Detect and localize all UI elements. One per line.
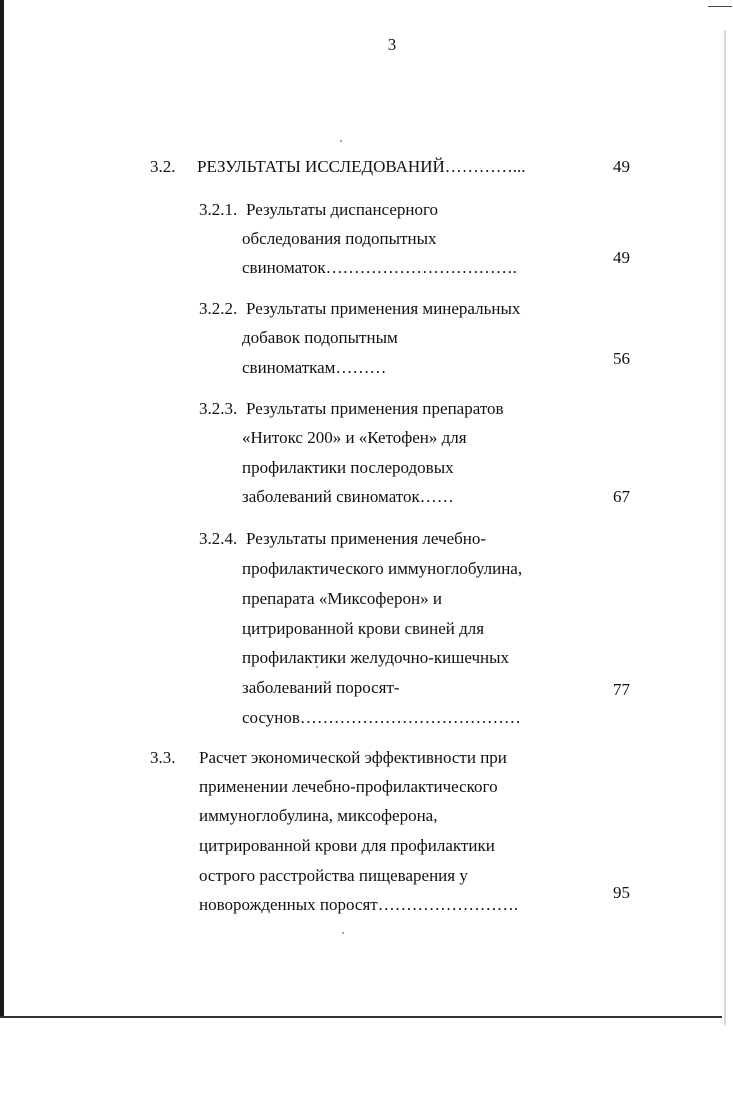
toc-entry-title-line: Результаты применения минеральных xyxy=(246,299,521,318)
toc-entry-title-line: добавок подопытным xyxy=(242,328,398,347)
toc-entry-title-line: Результаты применения лечебно- xyxy=(246,529,487,548)
toc-entry-title-line: Результаты диспансерного xyxy=(246,200,439,219)
toc-entry-number: 3.2.4. xyxy=(199,529,238,548)
toc-entry-title-line: цитрированной крови свиней для xyxy=(242,619,485,638)
toc-entry-number: 3.2.3. xyxy=(199,399,238,418)
toc-entry-title-line: «Нитокс 200» и «Кетофен» для xyxy=(242,428,467,447)
toc-entry-title-line: Расчет экономической эффективности при xyxy=(199,748,507,767)
toc-entry-title-line: цитрированной крови для профилактики xyxy=(199,836,495,855)
scan-speck xyxy=(340,140,342,142)
toc-entry-title-line: иммуноглобулина, миксоферона, xyxy=(199,806,438,825)
toc-entry-title-line: профилактики желудочно-кишечных xyxy=(242,648,510,667)
scan-speck xyxy=(342,932,344,934)
toc-entry-title-line: новорожденных поросят……………………. xyxy=(199,895,518,914)
scan-left-border xyxy=(0,0,4,1018)
toc-entry-title: РЕЗУЛЬТАТЫ ИССЛЕДОВАНИЙ…………... xyxy=(197,157,526,176)
toc-entry-page: 77 xyxy=(613,680,630,699)
toc-entry-title-line: заболеваний поросят- xyxy=(242,678,400,697)
toc-entry-title-line: свиноматок……………………………. xyxy=(242,258,517,277)
toc-entry-title-line: профилактики послеродовых xyxy=(242,458,454,477)
toc-entry-title-line: обследования подопытных xyxy=(242,229,437,248)
toc-entry-title-line: препарата «Миксоферон» и xyxy=(242,589,442,608)
toc-entry-number: 3.3. xyxy=(150,748,176,767)
toc-entry-title-line: Результаты применения препаратов xyxy=(246,399,504,418)
scan-right-border xyxy=(724,30,726,1025)
toc-entry-title-line: заболеваний свиноматок…… xyxy=(242,487,454,506)
toc-entry-title-line: профилактического иммуноглобулина, xyxy=(242,559,523,578)
toc-entry-page: 56 xyxy=(613,349,630,368)
toc-entry-page: 95 xyxy=(613,883,630,902)
toc-entry-number: 3.2.2. xyxy=(199,299,238,318)
toc-entry-number: 3.2.1. xyxy=(199,200,238,219)
toc-entry-title-line: свиноматкам……… xyxy=(242,358,387,377)
toc-entry-page: 49 xyxy=(613,248,630,267)
toc-entry-title-line: применении лечебно-профилактического xyxy=(199,777,498,796)
scan-corner-mark xyxy=(708,6,732,7)
toc-entry-title-line: острого расстройства пищеварения у xyxy=(199,866,468,885)
scan-bottom-border xyxy=(0,1016,722,1018)
toc-entry-page: 49 xyxy=(613,157,630,176)
page-number: 3 xyxy=(387,35,397,54)
toc-entry-number: 3.2. xyxy=(150,157,176,176)
toc-entry-page: 67 xyxy=(613,487,630,506)
toc-entry-title-line: сосунов………………………………… xyxy=(242,708,521,727)
